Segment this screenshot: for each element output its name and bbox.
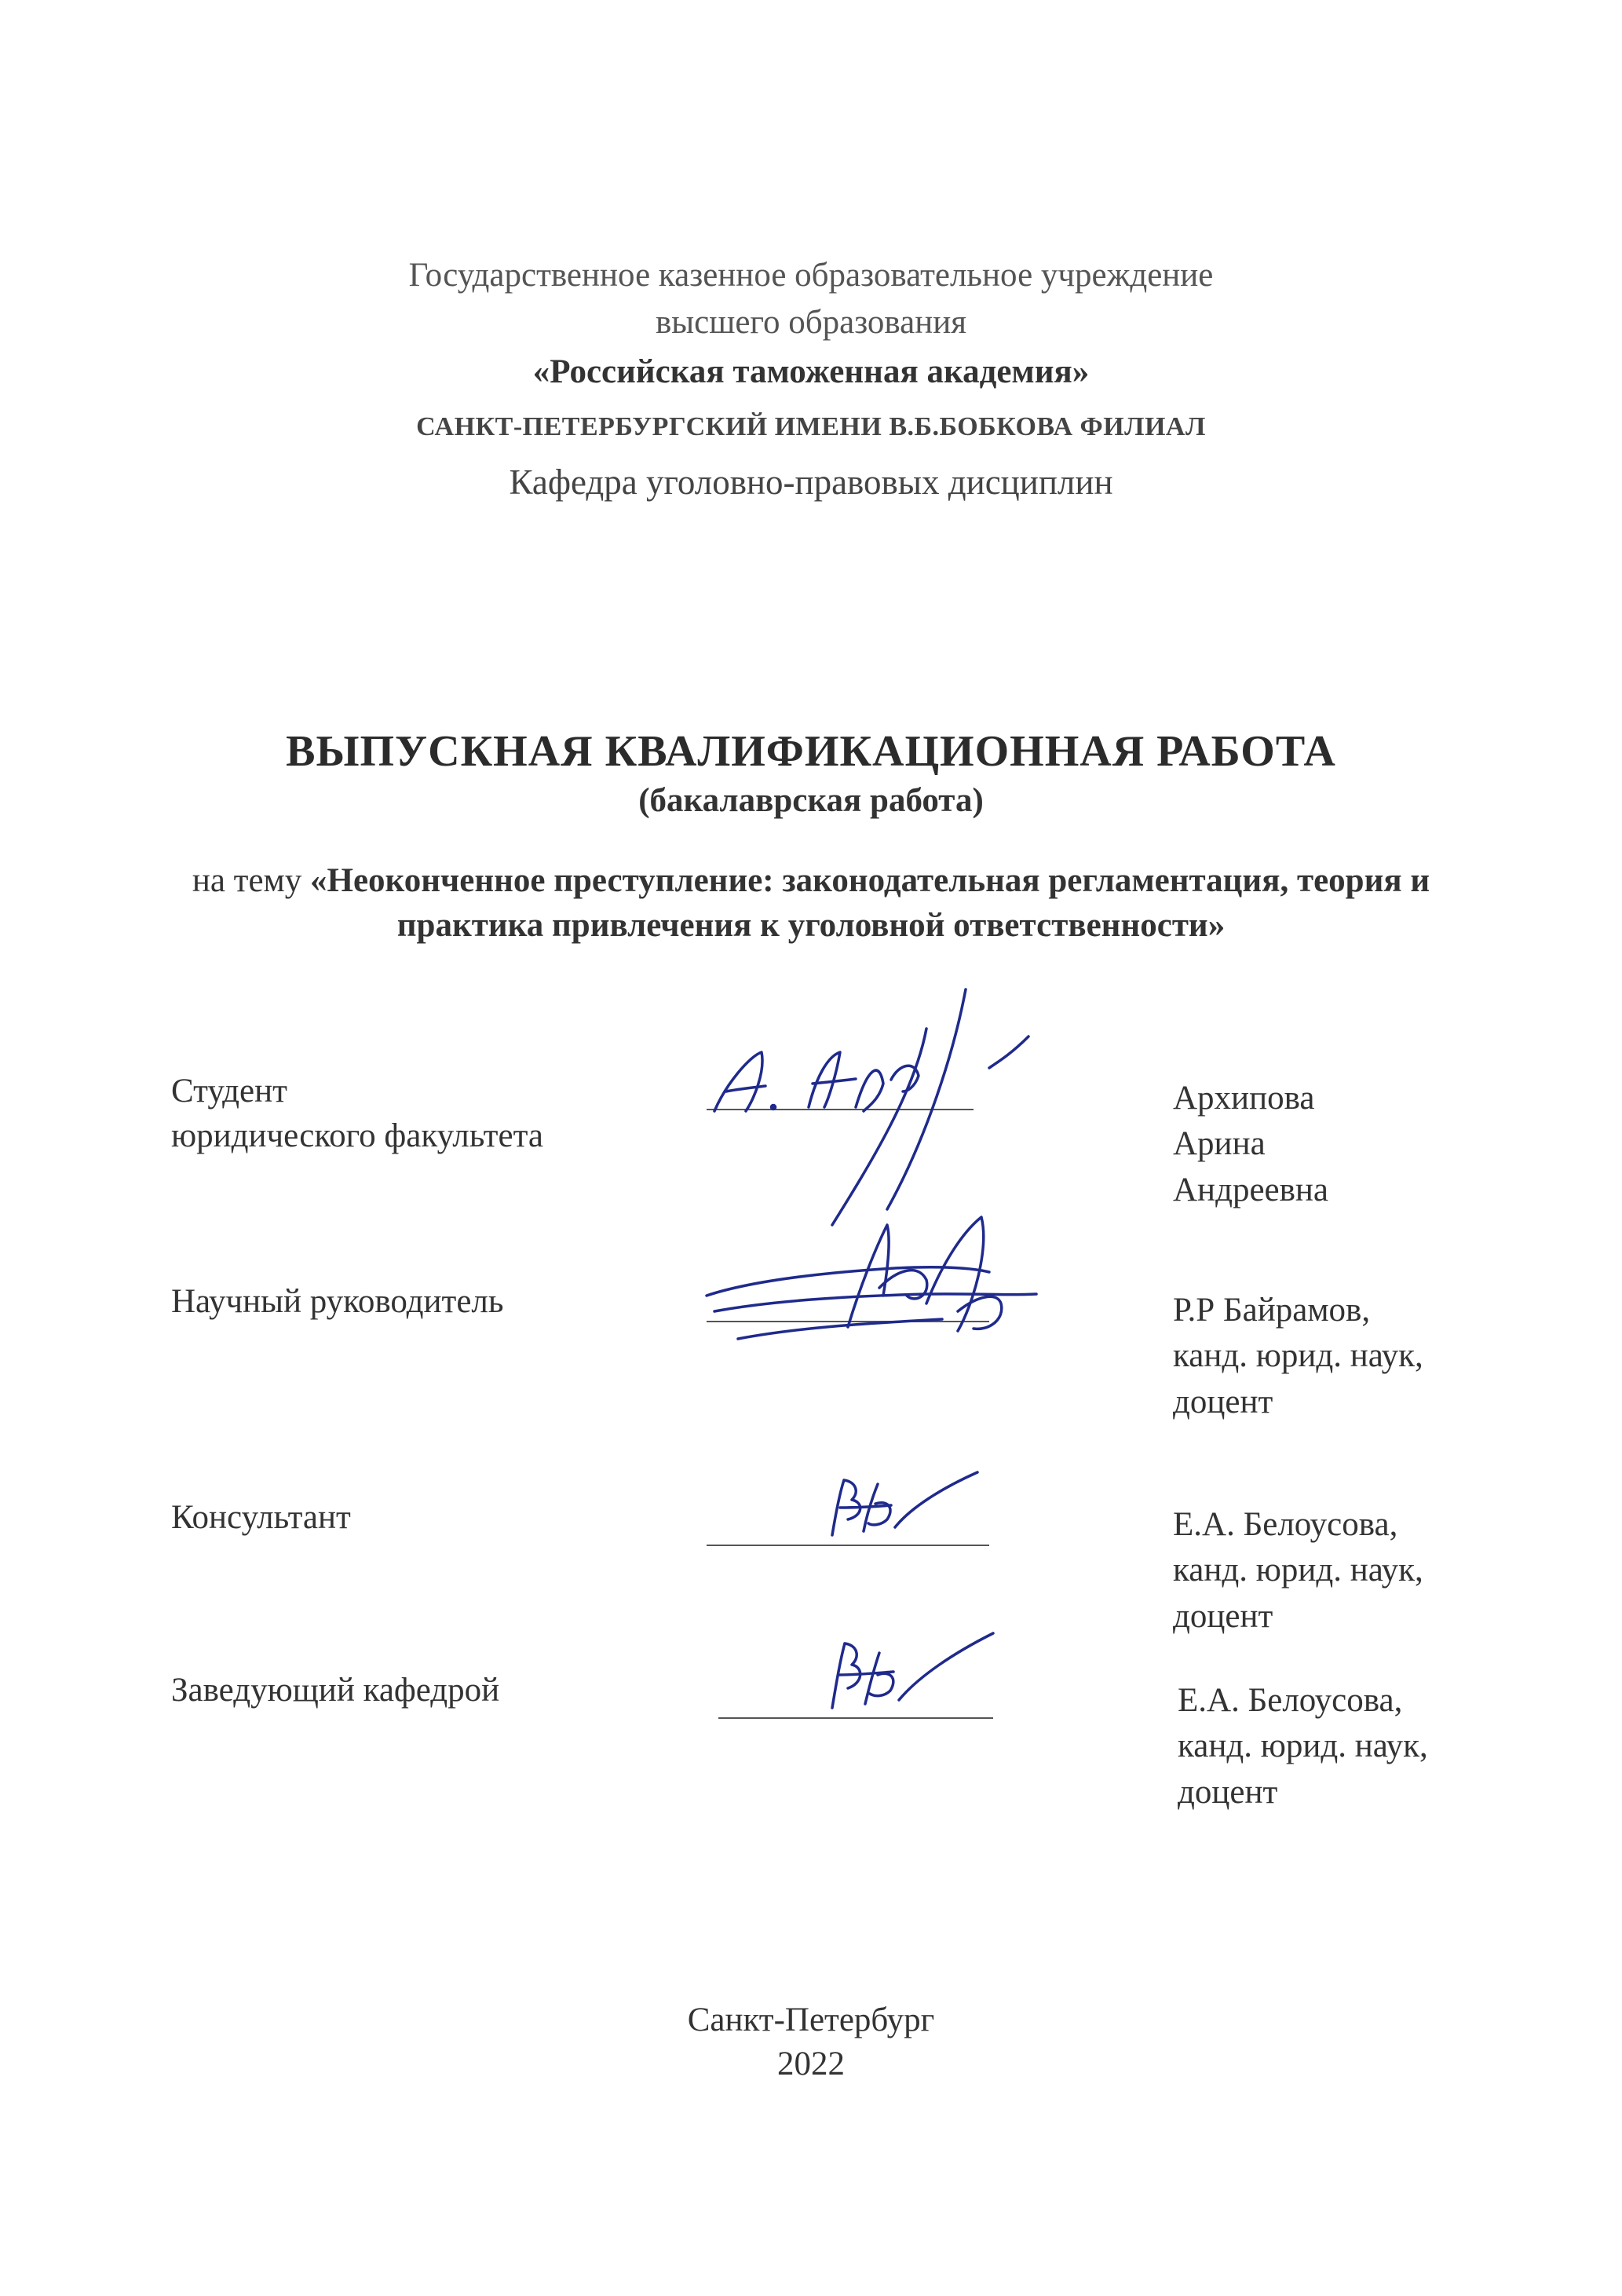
head-signature-image [816, 1621, 1005, 1724]
person-line: Андреевна [1173, 1171, 1329, 1208]
role-line: Научный руководитель [171, 1283, 504, 1320]
person-line: канд. юрид. наук, [1173, 1337, 1423, 1375]
header [0, 255, 1622, 503]
person-name [1178, 1678, 1428, 1815]
topic-prefix: на тему [192, 862, 302, 899]
person-line: доцент [1173, 1383, 1273, 1420]
education-level: высшего образования [655, 303, 967, 341]
work-topic [126, 858, 1496, 948]
year: 2022 [777, 2045, 845, 2082]
role-line: юридического факультета [171, 1117, 543, 1154]
topic-text: «Неоконченное преступление: законодательная регламентация, теория и практика привлечения к уголовной ответственности» [310, 862, 1430, 945]
signature-row-head [0, 1669, 1622, 1873]
person-line: Арина [1173, 1125, 1266, 1163]
role-line: Консультант [171, 1499, 351, 1536]
person-line: Архипова [1173, 1080, 1315, 1117]
work-title: ВЫПУСКНАЯ КВАЛИФИКАЦИОННАЯ РАБОТА [286, 727, 1336, 776]
person-line: Е.А. Белоусова, [1178, 1682, 1403, 1719]
person-line: доцент [1178, 1773, 1278, 1811]
role-line: Заведующий кафедрой [171, 1672, 500, 1709]
person-line: канд. юрид. наук, [1178, 1727, 1428, 1765]
role-label [171, 1069, 543, 1159]
role-label [171, 1496, 351, 1541]
department-name: Кафедра уголовно-правовых дисциплин [509, 462, 1113, 502]
person-name [1173, 1076, 1328, 1213]
footer [0, 1998, 1622, 2086]
person-line: канд. юрид. наук, [1173, 1552, 1423, 1589]
person-line: Р.Р Байрамов, [1173, 1292, 1371, 1329]
person-line: доцент [1173, 1597, 1273, 1635]
institution-name: Государственное казенное образовательное учреждение [408, 257, 1214, 294]
role-label [171, 1669, 499, 1713]
work-title-block [0, 726, 1622, 820]
supervisor-signature-image [691, 1194, 1068, 1358]
academy-name: «Российская таможенная академия» [532, 353, 1090, 391]
work-type: (бакалаврская работа) [638, 782, 984, 819]
consultant-signature-image [816, 1464, 997, 1551]
branch-name: САНКТ-ПЕТЕРБУРГСКИЙ ИМЕНИ В.Б.БОБКОВА ФИЛИАЛ [416, 411, 1206, 441]
role-line: Студент [171, 1073, 287, 1110]
signature-row-supervisor [0, 1280, 1622, 1484]
role-label [171, 1280, 504, 1325]
city: Санкт-Петербург [687, 2002, 935, 2038]
person-name [1173, 1288, 1423, 1425]
person-line: Е.А. Белоусова, [1173, 1506, 1398, 1543]
person-name [1173, 1502, 1423, 1640]
